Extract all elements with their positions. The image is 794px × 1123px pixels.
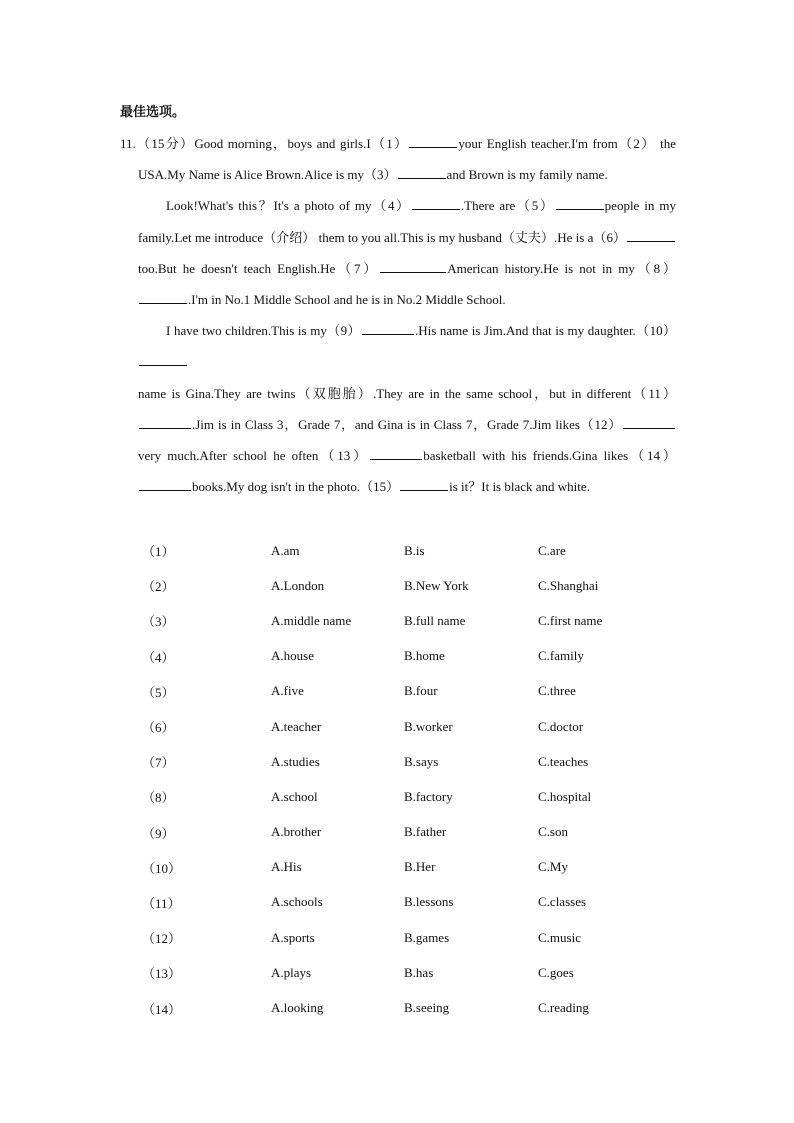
option-row xyxy=(142,533,702,568)
option-a[interactable]: A.brother xyxy=(271,824,322,840)
option-row xyxy=(142,709,702,744)
option-a[interactable]: A.schools xyxy=(271,894,323,910)
option-row xyxy=(142,815,702,850)
passage xyxy=(120,128,676,502)
option-c[interactable]: C.Shanghai xyxy=(538,577,599,593)
option-c[interactable]: C.teaches xyxy=(538,753,589,769)
passage-text: American history.He is not in my（8） xyxy=(447,260,676,276)
passage-text: .His name is Jim.And that is my daughter.（10） xyxy=(414,323,677,339)
option-number: （4） xyxy=(142,649,175,665)
options-table xyxy=(142,533,702,1026)
passage-text: Look!What's this？It's a photo of my（4） xyxy=(166,198,411,214)
option-number: （2） xyxy=(142,579,175,595)
passage-text: people in my family.Let me introduce（介绍） them to you all.This is my husband（丈夫）.He is a（6） xyxy=(138,198,676,245)
option-c[interactable]: C.three xyxy=(538,683,576,699)
option-b[interactable]: B.worker xyxy=(404,718,453,734)
option-a[interactable]: A.am xyxy=(271,542,300,558)
option-row xyxy=(142,674,702,709)
passage-text: .There are（5） xyxy=(460,198,555,214)
option-number: （9） xyxy=(142,825,175,841)
question-number: 11. xyxy=(120,136,136,151)
option-b[interactable]: B.lessons xyxy=(404,894,454,910)
option-a[interactable]: A.London xyxy=(271,577,325,593)
option-c[interactable]: C.goes xyxy=(538,964,574,980)
option-b[interactable]: B.home xyxy=(404,648,445,664)
option-b[interactable]: B.games xyxy=(404,929,450,945)
blank-13[interactable] xyxy=(370,448,422,460)
blank-14[interactable] xyxy=(139,479,191,491)
option-row xyxy=(142,850,702,885)
option-c[interactable]: C.reading xyxy=(538,1000,589,1016)
passage-text: name is Gina.They are twins（双胞胎）.They are in the same school，but in different（11） xyxy=(138,385,676,401)
paragraph-2 xyxy=(120,190,676,315)
option-number: （8） xyxy=(142,790,175,806)
option-row xyxy=(142,744,702,779)
passage-text: .Jim is in Class 3，Grade 7，and Gina is in Class 7，Grade 7.Jim likes（12） xyxy=(192,416,622,432)
option-row xyxy=(142,568,702,603)
passage-text: the USA.My Name is Alice Brown.Alice is my（3） xyxy=(138,136,676,183)
option-c[interactable]: C.doctor xyxy=(538,718,584,734)
option-a[interactable]: A.His xyxy=(271,859,302,875)
blank-6[interactable] xyxy=(627,230,675,242)
question-points: （15分） xyxy=(135,136,195,151)
option-c[interactable]: C.music xyxy=(538,929,581,945)
blank-5[interactable] xyxy=(556,198,604,210)
passage-text: your English teacher.I'm from（2） xyxy=(458,136,656,151)
option-c[interactable]: C.son xyxy=(538,824,568,840)
option-b[interactable]: B.factory xyxy=(404,788,453,804)
option-row xyxy=(142,639,702,674)
option-c[interactable]: C.are xyxy=(538,542,566,558)
option-b[interactable]: B.four xyxy=(404,683,438,699)
passage-text: books.My dog isn't in the photo.（15） xyxy=(192,479,400,495)
option-c[interactable]: C.hospital xyxy=(538,788,592,804)
option-b[interactable]: B.has xyxy=(404,964,434,980)
option-row xyxy=(142,955,702,990)
blank-9[interactable] xyxy=(362,323,414,335)
passage-text: Good morning，boys and girls.I（1） xyxy=(194,136,409,151)
paragraph-1 xyxy=(120,128,676,190)
option-b[interactable]: B.says xyxy=(404,753,439,769)
option-number: （1） xyxy=(142,544,175,560)
passage-text: I have two children.This is my（9） xyxy=(166,323,361,339)
passage-text: .I'm in No.1 Middle School and he is in No.2 Middle School. xyxy=(188,292,506,308)
option-b[interactable]: B.Her xyxy=(404,859,436,875)
option-b[interactable]: B.full name xyxy=(404,612,466,628)
option-b[interactable]: B.is xyxy=(404,542,425,558)
blank-11[interactable] xyxy=(139,417,191,429)
option-b[interactable]: B.father xyxy=(404,824,447,840)
passage-text: too.But he doesn't teach English.He（7） xyxy=(138,260,380,276)
option-a[interactable]: A.teacher xyxy=(271,718,322,734)
blank-1[interactable] xyxy=(409,136,457,148)
option-a[interactable]: A.looking xyxy=(271,1000,324,1016)
passage-text: basketball with his friends.Gina likes（14） xyxy=(423,448,676,464)
option-number: （13） xyxy=(142,966,182,982)
option-row xyxy=(142,779,702,814)
blank-10[interactable] xyxy=(139,354,187,366)
option-row xyxy=(142,603,702,638)
option-number: （3） xyxy=(142,614,175,630)
option-a[interactable]: A.five xyxy=(271,683,304,699)
passage-text: is it？It is black and white. xyxy=(449,479,590,495)
option-number: （6） xyxy=(142,720,175,736)
option-number: （12） xyxy=(142,931,182,947)
option-row xyxy=(142,885,702,920)
passage-text: very much.After school he often（13） xyxy=(138,448,370,464)
blank-15[interactable] xyxy=(400,479,448,491)
option-number: （7） xyxy=(142,755,175,771)
option-b[interactable]: B.seeing xyxy=(404,1000,450,1016)
option-c[interactable]: C.family xyxy=(538,648,584,664)
blank-12[interactable] xyxy=(623,417,675,429)
option-c[interactable]: C.classes xyxy=(538,894,587,910)
option-number: （5） xyxy=(142,684,175,700)
option-b[interactable]: B.New York xyxy=(404,577,469,593)
paragraph-3 xyxy=(120,315,676,502)
option-c[interactable]: C.My xyxy=(538,859,568,875)
blank-8[interactable] xyxy=(139,292,187,304)
option-c[interactable]: C.first name xyxy=(538,612,603,628)
option-a[interactable]: A.sports xyxy=(271,929,315,945)
option-a[interactable]: A.middle name xyxy=(271,612,352,628)
blank-3[interactable] xyxy=(398,167,446,179)
option-number: （14） xyxy=(142,1001,182,1017)
option-a[interactable]: A.studies xyxy=(271,753,320,769)
option-row xyxy=(142,990,702,1025)
blank-4[interactable] xyxy=(412,198,460,210)
option-number: （10） xyxy=(142,860,182,876)
blank-7[interactable] xyxy=(380,261,446,273)
option-a[interactable]: A.house xyxy=(271,648,314,664)
passage-text: and Brown is my family name. xyxy=(446,167,608,183)
option-number: （11） xyxy=(142,895,181,911)
option-a[interactable]: A.school xyxy=(271,788,318,804)
section-heading: 最佳选项。 xyxy=(120,105,186,120)
option-a[interactable]: A.plays xyxy=(271,964,312,980)
option-row xyxy=(142,920,702,955)
